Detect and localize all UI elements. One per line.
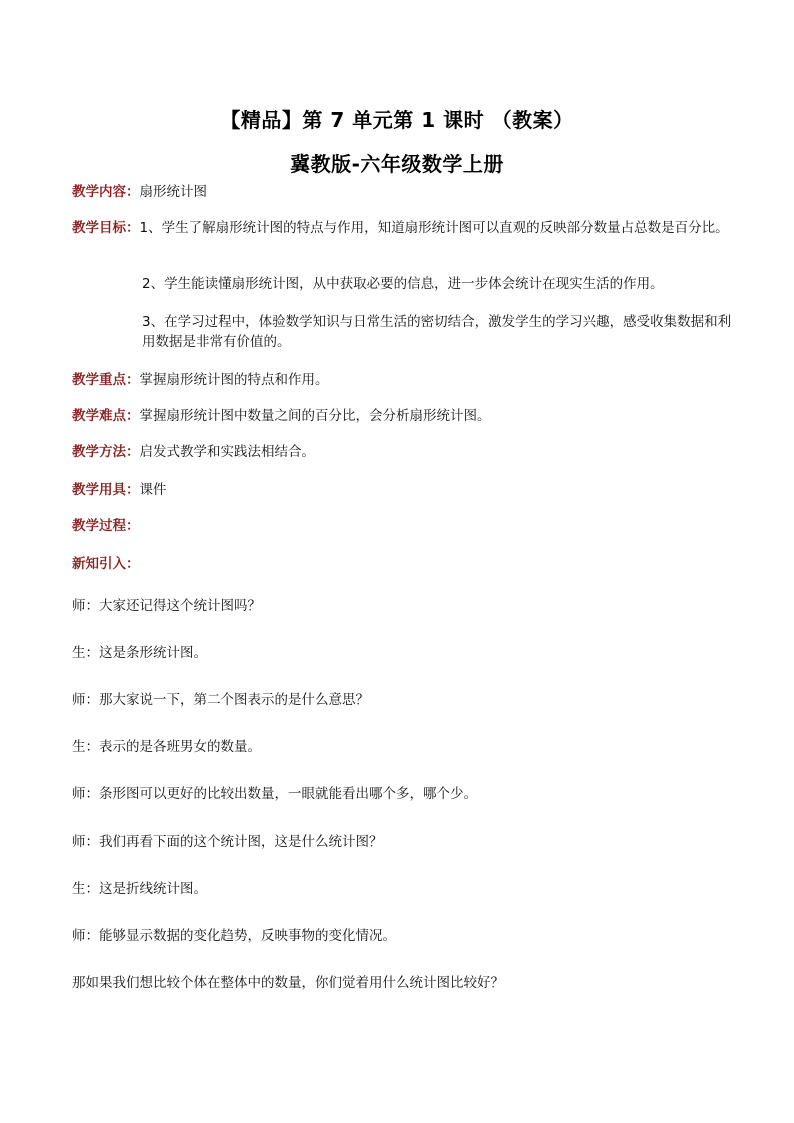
difficulty-text: 掌握扇形统计图中数量之间的百分比，会分析扇形统计图。 xyxy=(139,408,491,424)
intro-label: 新知引入： xyxy=(72,556,140,572)
tools-label: 教学用具： xyxy=(72,482,140,498)
teaching-goal-3: 3、在学习过程中，体验数学知识与日常生活的密切结合，激发学生的学习兴趣，感受收集数据和利用数据是非常有价值的。 xyxy=(142,314,732,350)
teaching-goal-2: 2、学生能读懂扇形统计图，从中获取必要的信息，进一步体会统计在现实生活的作用。 xyxy=(142,276,664,292)
dialogue-line: 师：那大家说一下，第二个图表示的是什么意思？ xyxy=(72,692,369,708)
dialogue-line: 生：表示的是各班男女的数量。 xyxy=(72,739,261,755)
dialogue-line: 那如果我们想比较个体在整体中的数量，你们觉着用什么统计图比较好？ xyxy=(72,975,504,991)
teaching-goals-label: 教学目标： xyxy=(72,220,140,236)
method-row xyxy=(72,442,732,462)
teaching-goals-row xyxy=(72,218,732,238)
process-label: 教学过程： xyxy=(72,518,140,534)
teaching-content-row xyxy=(72,182,732,202)
dialogue-line: 生：这是条形统计图。 xyxy=(72,645,207,661)
tools-row xyxy=(72,480,732,500)
dialogue-line: 生：这是折线统计图。 xyxy=(72,881,207,897)
process-row xyxy=(72,516,732,536)
dialogue-line: 师：条形图可以更好的比较出数量，一眼就能看出哪个多，哪个少。 xyxy=(72,786,477,802)
document-subtitle: 冀教版-六年级数学上册 xyxy=(290,152,504,176)
key-point-text: 掌握扇形统计图的特点和作用。 xyxy=(139,372,329,388)
dialogue-line: 师：大家还记得这个统计图吗？ xyxy=(72,598,261,614)
teaching-goal-1: 1、学生了解扇形统计图的特点与作用，知道扇形统计图可以直观的反映部分数量占总数是百分比。 xyxy=(139,220,729,236)
document-title: 【精品】第 7 单元第 1 课时 （教案） xyxy=(220,108,574,132)
teaching-goal-2-row xyxy=(142,274,732,294)
intro-row xyxy=(72,554,732,574)
dialogue-line: 师：能够显示数据的变化趋势，反映事物的变化情况。 xyxy=(72,928,396,944)
teaching-content-label: 教学内容： xyxy=(72,184,140,200)
key-point-row xyxy=(72,370,732,390)
tools-text: 课件 xyxy=(139,482,167,498)
teaching-goal-3-row xyxy=(142,312,732,352)
difficulty-row xyxy=(72,406,732,426)
method-label: 教学方法： xyxy=(72,444,140,460)
method-text: 启发式教学和实践法相结合。 xyxy=(139,444,315,460)
difficulty-label: 教学难点： xyxy=(72,408,140,424)
dialogue-line: 师：我们再看下面的这个统计图，这是什么统计图？ xyxy=(72,834,383,850)
teaching-content-text: 扇形统计图 xyxy=(139,184,207,200)
key-point-label: 教学重点： xyxy=(72,372,140,388)
